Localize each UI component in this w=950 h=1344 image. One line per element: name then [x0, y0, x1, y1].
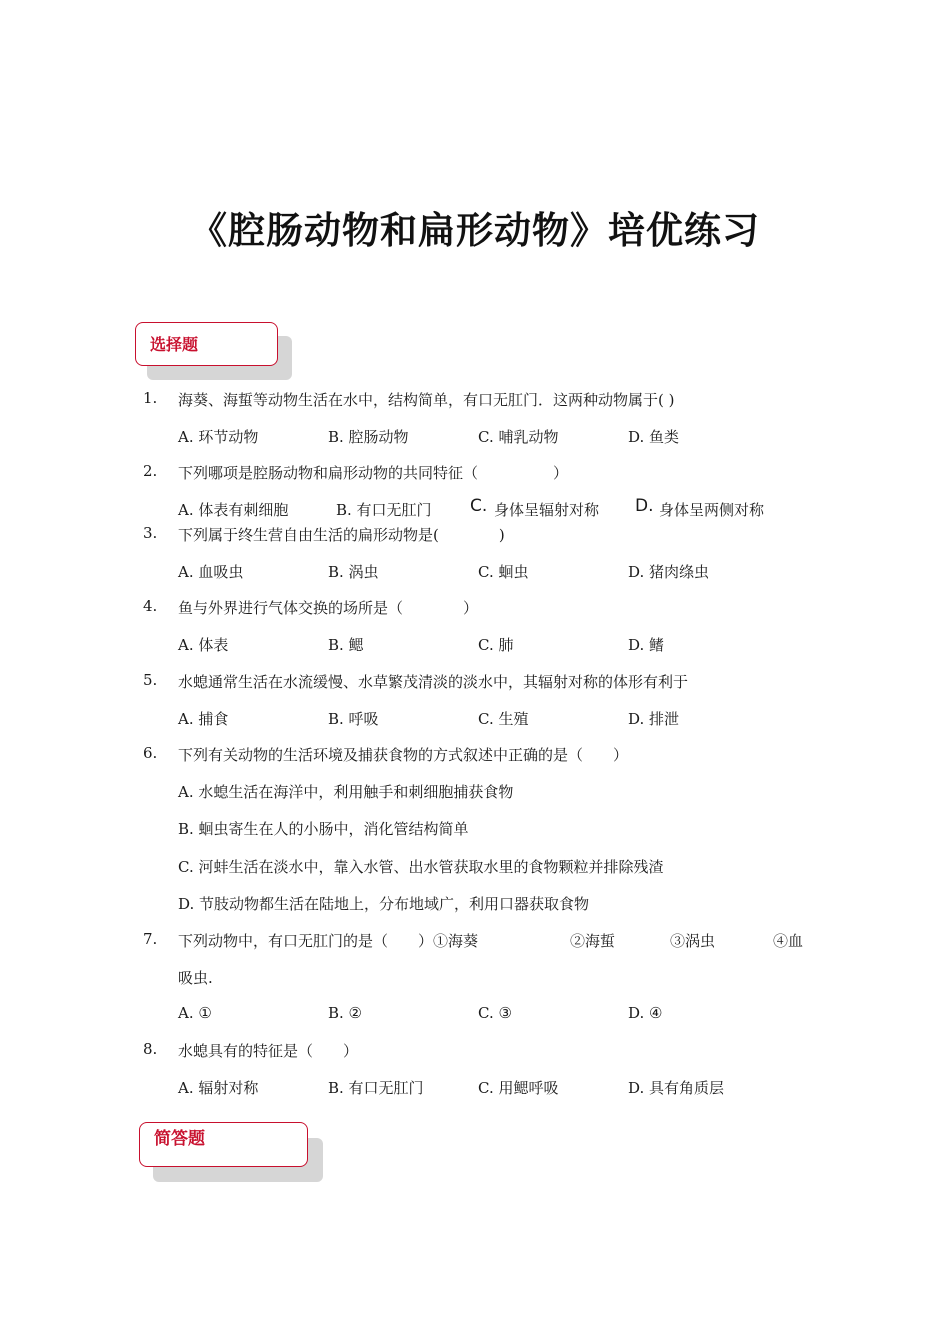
question-7-text-continued: 吸虫. — [178, 969, 213, 987]
question-5-option-d: D. 排泄 — [628, 710, 680, 728]
question-5-option-a: A. 捕食 — [178, 710, 229, 728]
question-2-option-c-letter: C. — [470, 496, 488, 516]
question-2-option-c-text: 身体呈辐射对称 — [494, 501, 600, 519]
question-1-option-a: A. 环节动物 — [178, 428, 259, 446]
question-1-text: 海葵、海蜇等动物生活在水中，结构简单，有口无肛门．这两种动物属于( ) — [178, 391, 675, 409]
question-7-option-c: C. ③ — [478, 1004, 512, 1022]
question-5-number: 5. — [143, 671, 158, 689]
question-6-option-c: C. 河蚌生活在淡水中，靠入水管、出水管获取水里的食物颗粒并排除残渣 — [178, 858, 664, 876]
section-short-answer-label: 简答题 — [139, 1122, 308, 1167]
question-1-option-d: D. 鱼类 — [628, 428, 680, 446]
question-1-number: 1. — [143, 389, 158, 407]
question-4-number: 4. — [143, 597, 158, 615]
question-1-option-c: C. 哺乳动物 — [478, 428, 559, 446]
question-4-text: 鱼与外界进行气体交换的场所是（ ） — [178, 599, 479, 617]
question-5-option-c: C. 生殖 — [478, 710, 529, 728]
question-2-option-d-letter: D. — [635, 496, 654, 516]
question-2-option-b: B. 有口无肛门 — [336, 501, 432, 519]
question-4-option-a: A. 体表 — [178, 636, 229, 654]
question-1-option-b: B. 腔肠动物 — [328, 428, 409, 446]
question-8-number: 8. — [143, 1040, 158, 1058]
question-2-option-d-text: 身体呈两侧对称 — [659, 501, 765, 519]
question-3-number: 3. — [143, 524, 158, 542]
question-3-option-b: B. 涡虫 — [328, 563, 379, 581]
page-title: 《腔肠动物和扁形动物》培优练习 — [190, 209, 760, 252]
question-8-option-b: B. 有口无肛门 — [328, 1079, 424, 1097]
question-7-option-a: A. ① — [178, 1004, 212, 1022]
question-8-option-a: A. 辐射对称 — [178, 1079, 259, 1097]
question-8-option-d: D. 具有角质层 — [628, 1079, 725, 1097]
question-8-option-c: C. 用鳃呼吸 — [478, 1079, 559, 1097]
question-3-option-c: C. 蛔虫 — [478, 563, 529, 581]
question-8-text: 水螅具有的特征是（ ） — [178, 1042, 359, 1060]
question-2-text: 下列哪项是腔肠动物和扁形动物的共同特征（ ） — [178, 464, 569, 482]
question-4-option-c: C. 肺 — [478, 636, 514, 654]
question-6-option-b: B. 蛔虫寄生在人的小肠中，消化管结构简单 — [178, 820, 469, 838]
question-7-number: 7. — [143, 930, 158, 948]
question-3-option-a: A. 血吸虫 — [178, 563, 244, 581]
question-2-number: 2. — [143, 462, 158, 480]
question-4-option-b: B. 鳃 — [328, 636, 364, 654]
question-7-item-3: ③涡虫 — [670, 932, 716, 950]
question-7-text: 下列动物中，有口无肛门的是（ ）①海葵 — [178, 932, 479, 950]
question-3-text: 下列属于终生营自由生活的扁形动物是( ) — [178, 526, 505, 544]
question-7-option-b: B. ② — [328, 1004, 363, 1022]
question-7-option-d: D. ④ — [628, 1004, 663, 1022]
question-2-option-a: A. 体表有刺细胞 — [178, 501, 289, 519]
question-6-option-d: D. 节肢动物都生活在陆地上，分布地域广，利用口器获取食物 — [178, 895, 590, 913]
question-6-number: 6. — [143, 744, 158, 762]
question-5-text: 水螅通常生活在水流缓慢、水草繁茂清淡的淡水中，其辐射对称的体形有利于 — [178, 673, 689, 691]
question-7-item-4: ④血 — [773, 932, 804, 950]
question-3-option-d: D. 猪肉绦虫 — [628, 563, 710, 581]
question-4-option-d: D. 鳍 — [628, 636, 665, 654]
question-6-option-a: A. 水螅生活在海洋中，利用触手和刺细胞捕获食物 — [178, 783, 514, 801]
question-5-option-b: B. 呼吸 — [328, 710, 379, 728]
question-7-item-2: ②海蜇 — [570, 932, 616, 950]
question-6-text: 下列有关动物的生活环境及捕获食物的方式叙述中正确的是（ ） — [178, 746, 629, 764]
section-choice-label: 选择题 — [135, 322, 278, 366]
